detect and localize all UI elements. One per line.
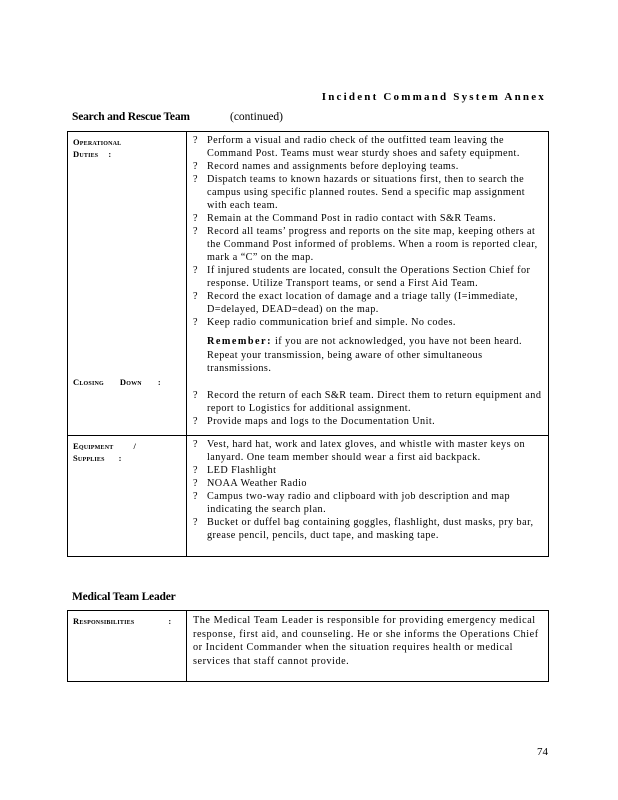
bullet-marker: ? bbox=[193, 516, 198, 528]
bullet-marker: ? bbox=[193, 389, 198, 401]
duty-item-text: Record names and assignments before deploying teams. bbox=[207, 161, 459, 172]
page-number: 74 bbox=[537, 746, 548, 758]
duty-item bbox=[193, 160, 542, 173]
table-row-equipment bbox=[68, 435, 549, 556]
section-title-search-rescue: Search and Rescue Team bbox=[72, 111, 190, 123]
equipment-item bbox=[193, 477, 542, 490]
duty-item-text: Dispatch teams to known hazards or situations first, then to search the campus using specific planned routes. Send a specific map assignment with each team. bbox=[207, 174, 526, 211]
equipment-item-text: Bucket or duffel bag containing goggles, flashlight, dust masks, pry bar, grease pencil, pencils, duct tape, and masking tape. bbox=[207, 516, 534, 541]
responsibilities-label: Responsibilities bbox=[73, 616, 135, 626]
operational-label: Operational bbox=[73, 137, 122, 147]
bullet-marker: ? bbox=[193, 477, 198, 489]
duty-item bbox=[193, 134, 542, 160]
equipment-item-text: NOAA Weather Radio bbox=[207, 477, 307, 489]
duty-item-text: If injured students are located, consult the Operations Section Chief for response. Utilize Transport teams, or send a First Aid Team. bbox=[207, 265, 531, 289]
closing-item-text: Provide maps and logs to the Documentation Unit. bbox=[207, 415, 436, 427]
search-rescue-table bbox=[67, 131, 549, 557]
equipment-item-text: LED Flashlight bbox=[207, 464, 277, 476]
duty-item-text: Keep radio communication brief and simple. No codes. bbox=[207, 317, 456, 328]
down-label: Down bbox=[119, 377, 142, 387]
closing-list bbox=[193, 389, 542, 435]
annex-title: Incident Command System Annex bbox=[321, 91, 546, 103]
bullet-marker: ? bbox=[193, 265, 198, 276]
duties-list bbox=[193, 134, 542, 329]
equipment-item-text: Vest, hard hat, work and latex gloves, and whistle with master keys on lanyard. One team member should wear a first aid backpack. bbox=[207, 438, 526, 463]
duty-item bbox=[193, 316, 542, 329]
bullet-marker: ? bbox=[193, 317, 198, 328]
equipment-supplies-label bbox=[68, 435, 187, 556]
operational-duties-content bbox=[187, 132, 549, 436]
duty-item-text: Perform a visual and radio check of the outfitted team leaving the Command Post. Teams must wear sturdy shoes and safety equipment. bbox=[207, 135, 520, 159]
equipment-list bbox=[193, 438, 542, 556]
medical-table bbox=[67, 610, 549, 682]
remember-note bbox=[193, 335, 542, 376]
responsibilities-colon: : bbox=[168, 616, 172, 626]
table-row-responsibilities bbox=[68, 611, 549, 682]
closing-item bbox=[193, 415, 542, 428]
remember-label: Remember: bbox=[207, 336, 272, 347]
section-continued: (continued) bbox=[230, 111, 284, 123]
bullet-marker: ? bbox=[193, 438, 198, 450]
equipment-item bbox=[193, 464, 542, 477]
bullet-marker: ? bbox=[193, 213, 198, 224]
remember-text: if you are not acknowledged, you have not been heard. Repeat your transmission, being aware of other simultaneous transmissions. bbox=[207, 336, 523, 374]
table-row-operational-duties bbox=[68, 132, 549, 436]
closing-item bbox=[193, 389, 542, 415]
bullet-marker: ? bbox=[193, 174, 198, 185]
equipment-label: Equipment bbox=[73, 440, 114, 451]
equipment-item bbox=[193, 516, 542, 542]
responsibilities-text: The Medical Team Leader is responsible for providing emergency medical response, first aid, and counseling. He or she informs the Operations Chief or Incident Commander when the situation requires health or medical services that staff cannot provide. bbox=[193, 615, 539, 667]
duty-item-text: Remain at the Command Post in radio contact with S&R Teams. bbox=[207, 213, 497, 224]
operational-colon: : bbox=[108, 149, 112, 159]
equipment-colon: : bbox=[118, 452, 122, 463]
bullet-marker: ? bbox=[193, 161, 198, 172]
section-title-medical-team-leader: Medical Team Leader bbox=[72, 591, 176, 603]
duty-item bbox=[193, 173, 542, 212]
equipment-item bbox=[193, 438, 542, 464]
duty-item bbox=[193, 212, 542, 225]
equipment-slash: / bbox=[133, 440, 137, 451]
closing-item-text: Record the return of each S&R team. Direct them to return equipment and report to Logistics for additional assignment. bbox=[207, 389, 542, 414]
closing-label: Closing bbox=[73, 377, 104, 387]
bullet-marker: ? bbox=[193, 490, 198, 502]
bullet-marker: ? bbox=[193, 135, 198, 146]
bullet-marker: ? bbox=[193, 226, 198, 237]
duty-item bbox=[193, 290, 542, 316]
duty-item-text: Record the exact location of damage and a triage tally (I=immediate, D=delayed, DEAD=dead) on the map. bbox=[207, 291, 519, 315]
supplies-label: Supplies bbox=[73, 452, 105, 463]
equipment-content bbox=[187, 435, 549, 556]
bullet-marker: ? bbox=[193, 291, 198, 302]
operational-duties-label bbox=[68, 132, 187, 436]
duty-item-text: Record all teams’ progress and reports on the site map, keeping others at the Command Post informed of problems. When a room is reported clear, mark a “C” on the map. bbox=[207, 226, 538, 263]
bullet-marker: ? bbox=[193, 464, 198, 476]
duty-item bbox=[193, 225, 542, 264]
equipment-item-text: Campus two-way radio and clipboard with job description and map indicating the search plan. bbox=[207, 490, 511, 515]
bullet-marker: ? bbox=[193, 415, 198, 427]
duty-item bbox=[193, 264, 542, 290]
duties-label: Duties bbox=[73, 149, 99, 159]
closing-colon: : bbox=[157, 377, 161, 387]
responsibilities-label-cell bbox=[68, 611, 187, 682]
equipment-item bbox=[193, 490, 542, 516]
responsibilities-content bbox=[187, 611, 549, 682]
